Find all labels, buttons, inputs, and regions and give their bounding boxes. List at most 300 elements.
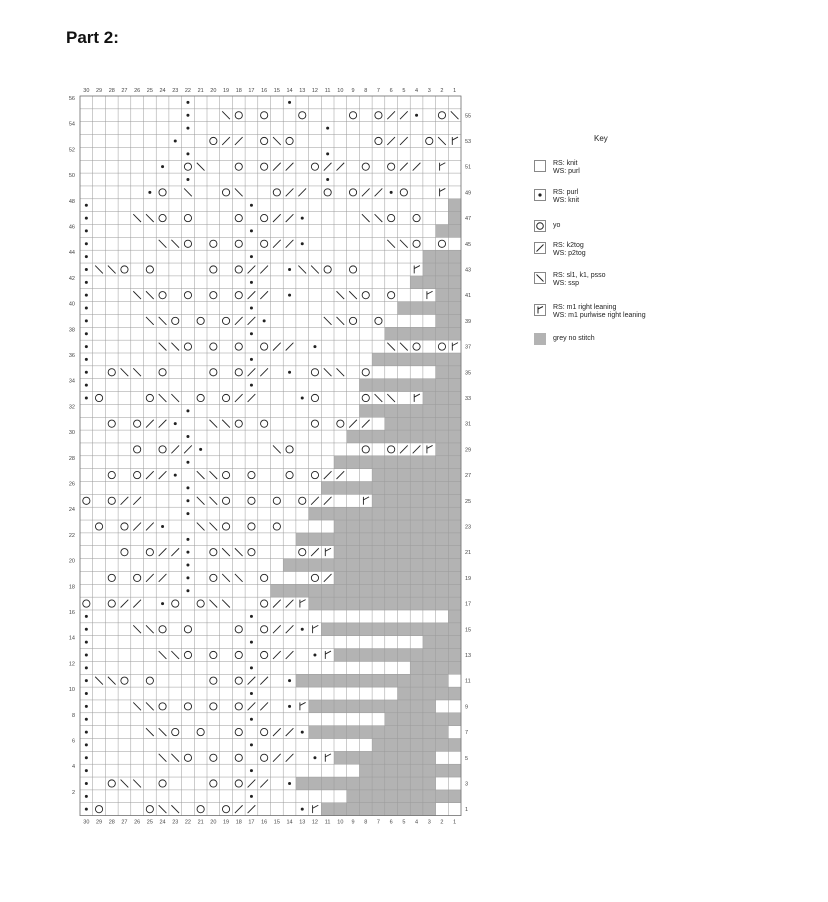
grey-no-stitch-cell [436, 623, 449, 636]
row-number-left: 28 [68, 455, 75, 462]
column-number-top: 19 [222, 88, 230, 94]
row-number-right: 23 [465, 524, 472, 531]
grey-no-stitch-cell [334, 507, 347, 520]
grey-no-stitch-cell [321, 803, 334, 816]
grey-no-stitch-cell [334, 777, 347, 790]
purl-dot [186, 101, 189, 104]
grey-no-stitch-cell [334, 533, 347, 546]
row-number-right: 53 [465, 138, 472, 145]
grey-no-stitch-cell [372, 546, 385, 559]
purl-dot [85, 319, 88, 322]
column-number-bottom: 10 [337, 819, 344, 826]
grey-no-stitch-cell [372, 559, 385, 572]
key-ssk-ws: WS: ssp [553, 280, 580, 287]
grey-no-stitch-cell [410, 353, 423, 366]
grey-no-stitch-cell [398, 469, 411, 482]
row-number-left: 40 [68, 301, 75, 308]
grey-no-stitch-cell [271, 584, 284, 597]
purl-dot [85, 615, 88, 618]
grey-no-stitch-cell [436, 263, 449, 276]
grey-no-stitch-cell [448, 379, 461, 392]
grey-no-stitch-cell [410, 713, 423, 726]
grey-no-stitch-cell [423, 559, 436, 572]
grey-no-stitch-cell [448, 687, 461, 700]
column-number-bottom: 11 [324, 819, 331, 826]
grey-no-stitch-cell [347, 803, 360, 816]
grey-no-stitch-cell [436, 430, 449, 443]
grey-no-stitch-cell [410, 623, 423, 636]
purl-dot [250, 307, 253, 310]
purl-dot [250, 255, 253, 258]
grey-no-stitch-cell [372, 764, 385, 777]
purl-dot [313, 756, 316, 759]
purl-dot [186, 564, 189, 567]
row-number-right: 15 [465, 627, 472, 634]
purl-dot [250, 795, 253, 798]
grey-no-stitch-cell [423, 494, 436, 507]
grey-no-stitch-cell [448, 276, 461, 289]
purl-dot [85, 358, 88, 361]
grey-no-stitch-cell [398, 751, 411, 764]
purl-dot [85, 782, 88, 785]
purl-dot [85, 204, 88, 207]
grey-no-stitch-cell [359, 726, 372, 739]
grey-no-stitch-cell [410, 764, 423, 777]
column-number-top: 8 [364, 88, 368, 94]
grey-no-stitch-cell [436, 571, 449, 584]
row-number-right: 55 [465, 113, 472, 120]
grey-no-stitch-cell [448, 482, 461, 495]
grey-no-stitch-cell [321, 507, 334, 520]
row-number-left: 54 [68, 121, 75, 128]
grey-no-stitch-cell [423, 713, 436, 726]
grey-no-stitch-cell [410, 276, 423, 289]
grey-no-stitch-cell [448, 571, 461, 584]
grey-no-stitch-cell [359, 379, 372, 392]
purl-dot [186, 576, 189, 579]
grey-no-stitch-cell [448, 417, 461, 430]
column-number-bottom: 30 [83, 819, 90, 826]
row-number-left: 26 [68, 481, 75, 488]
grey-no-stitch-cell [359, 571, 372, 584]
grey-no-stitch-cell [423, 250, 436, 263]
grey-no-stitch-cell [359, 507, 372, 520]
grey-no-stitch-cell [436, 584, 449, 597]
grey-no-stitch-cell [436, 739, 449, 752]
grey-no-stitch-cell [448, 661, 461, 674]
grey-no-stitch-cell [296, 584, 309, 597]
column-number-bottom: 28 [108, 819, 115, 826]
purl-dot [85, 653, 88, 656]
purl-dot [288, 679, 291, 682]
row-number-right: 21 [465, 550, 472, 557]
grey-no-stitch-cell [347, 700, 360, 713]
grey-no-stitch-cell [347, 597, 360, 610]
column-number-top: 20 [210, 88, 217, 94]
column-number-bottom: 13 [299, 819, 306, 826]
grey-no-stitch-cell [423, 276, 436, 289]
grey-no-stitch-cell [283, 559, 296, 572]
row-number-left: 14 [68, 635, 75, 642]
row-number-right: 19 [465, 575, 472, 582]
grey-no-stitch-cell [423, 430, 436, 443]
grey-no-stitch-cell [321, 584, 334, 597]
purl-dot [250, 204, 253, 207]
grey-no-stitch-cell [436, 225, 449, 238]
grey-no-stitch-cell [410, 584, 423, 597]
grey-no-stitch-cell [372, 456, 385, 469]
grey-no-stitch-cell [436, 392, 449, 405]
grey-no-stitch-cell [309, 777, 322, 790]
purl-dot [85, 345, 88, 348]
grey-no-stitch-cell [398, 430, 411, 443]
key-title: Key [594, 134, 608, 143]
grey-no-stitch-cell [385, 713, 398, 726]
column-number-top: 22 [184, 88, 192, 94]
grey-no-stitch-cell [309, 584, 322, 597]
column-number-top: 12 [311, 88, 319, 94]
column-number-top: 28 [108, 88, 115, 94]
purl-dot [85, 332, 88, 335]
grey-no-stitch-cell [436, 661, 449, 674]
column-number-top: 23 [172, 88, 179, 94]
grey-no-stitch-cell [423, 584, 436, 597]
grey-no-stitch-cell [385, 674, 398, 687]
grey-no-stitch-cell [372, 404, 385, 417]
grey-no-stitch-cell [347, 790, 360, 803]
row-number-right: 39 [465, 318, 472, 325]
grey-no-stitch-cell [398, 803, 411, 816]
grey-no-stitch-cell [436, 507, 449, 520]
grey-no-stitch-cell [385, 739, 398, 752]
grey-no-stitch-cell [372, 777, 385, 790]
grey-no-stitch-cell [296, 559, 309, 572]
row-number-right: 9 [465, 704, 469, 711]
purl-dot [250, 718, 253, 721]
row-number-left: 34 [68, 378, 75, 385]
grey-no-stitch-cell [448, 404, 461, 417]
grey-no-stitch-cell [436, 417, 449, 430]
grey-no-stitch-cell [398, 597, 411, 610]
purl-dot-icon [534, 189, 546, 201]
grey-no-stitch-cell [410, 507, 423, 520]
grey-no-stitch-cell [448, 289, 461, 302]
grey-no-stitch-cell [423, 623, 436, 636]
grey-no-stitch-cell [436, 559, 449, 572]
grey-no-stitch-cell [347, 482, 360, 495]
grey-no-stitch-cell [410, 661, 423, 674]
purl-dot [326, 152, 329, 155]
grey-no-stitch-cell [372, 353, 385, 366]
grey-no-stitch-cell [423, 803, 436, 816]
grey-no-stitch-cell [372, 379, 385, 392]
grey-no-stitch-cell [423, 353, 436, 366]
column-number-bottom: 22 [184, 819, 192, 826]
grey-no-stitch-cell [423, 751, 436, 764]
grey-no-stitch-cell [321, 700, 334, 713]
column-number-bottom: 18 [235, 819, 242, 826]
grey-no-stitch-cell [398, 327, 411, 340]
grey-no-stitch-cell [385, 327, 398, 340]
grey-no-stitch-cell [398, 649, 411, 662]
grey-no-stitch-cell [372, 482, 385, 495]
purl-dot [186, 512, 189, 515]
grey-no-stitch-cell [321, 726, 334, 739]
grey-no-stitch-cell [410, 674, 423, 687]
purl-dot [85, 396, 88, 399]
grey-no-stitch-cell [334, 751, 347, 764]
grey-no-stitch-cell [385, 726, 398, 739]
grey-no-stitch-cell [423, 392, 436, 405]
purl-dot [415, 114, 418, 117]
grey-no-stitch-cell [334, 584, 347, 597]
grey-no-stitch-cell [385, 597, 398, 610]
grey-no-stitch-cell [423, 674, 436, 687]
purl-dot [85, 371, 88, 374]
grey-no-stitch-cell [334, 674, 347, 687]
grey-no-stitch-cell [410, 417, 423, 430]
grey-no-stitch-cell [448, 584, 461, 597]
ssk-backslash-icon [534, 272, 546, 284]
grey-no-stitch-cell [334, 546, 347, 559]
column-number-top: 29 [95, 88, 103, 94]
grey-no-stitch-cell [359, 751, 372, 764]
column-number-top: 18 [235, 88, 242, 94]
purl-dot [85, 666, 88, 669]
purl-dot [186, 499, 189, 502]
grey-no-stitch-cell [436, 494, 449, 507]
grey-no-stitch-cell [423, 700, 436, 713]
purl-dot [250, 692, 253, 695]
grey-no-stitch-cell [398, 302, 411, 315]
row-number-left: 20 [68, 558, 75, 565]
column-number-bottom: 6 [389, 819, 393, 826]
grey-no-stitch-cell [410, 559, 423, 572]
grey-no-stitch-cell [410, 687, 423, 700]
grey-no-stitch-cell [372, 507, 385, 520]
column-number-top: 13 [299, 88, 306, 94]
grey-no-stitch-cell [372, 751, 385, 764]
column-number-bottom: 12 [311, 819, 319, 826]
purl-dot [250, 615, 253, 618]
purl-dot [85, 255, 88, 258]
purl-dot [301, 396, 304, 399]
grey-no-stitch-cell [423, 533, 436, 546]
grey-no-stitch-cell [423, 507, 436, 520]
grey-no-stitch-cell [359, 559, 372, 572]
grey-no-stitch-cell [436, 636, 449, 649]
column-number-bottom: 1 [453, 819, 457, 826]
grey-no-stitch-cell [385, 803, 398, 816]
purl-dot [250, 641, 253, 644]
row-number-right: 17 [465, 601, 472, 608]
purl-dot [186, 551, 189, 554]
grey-no-stitch-cell [436, 456, 449, 469]
grey-no-stitch-cell [334, 726, 347, 739]
grey-no-stitch-cell [372, 571, 385, 584]
grey-no-stitch-cell [448, 790, 461, 803]
column-number-bottom: 7 [376, 819, 380, 826]
grey-no-stitch-cell [448, 610, 461, 623]
grey-no-stitch-cell [372, 520, 385, 533]
purl-dot [250, 769, 253, 772]
grey-no-stitch-cell [398, 559, 411, 572]
grey-no-stitch-cell [398, 494, 411, 507]
grey-no-stitch-cell [448, 225, 461, 238]
column-number-top: 11 [324, 88, 331, 94]
grey-no-stitch-cell [448, 302, 461, 315]
grey-no-stitch-cell [410, 790, 423, 803]
grey-no-stitch-cell [321, 482, 334, 495]
grey-no-stitch-cell [410, 379, 423, 392]
column-number-top: 9 [351, 88, 355, 94]
grey-no-stitch-cell [448, 494, 461, 507]
grey-no-stitch-cell [448, 456, 461, 469]
purl-dot [85, 679, 88, 682]
grey-no-stitch-cell [436, 327, 449, 340]
purl-dot [250, 743, 253, 746]
grey-no-stitch-cell [423, 739, 436, 752]
row-number-right: 49 [465, 190, 472, 197]
purl-dot [313, 345, 316, 348]
grey-no-stitch-cell [448, 533, 461, 546]
grey-no-stitch-cell [436, 533, 449, 546]
grey-no-stitch-cell [398, 726, 411, 739]
column-number-bottom: 19 [222, 819, 230, 826]
grey-no-stitch-cell [359, 482, 372, 495]
column-number-top: 14 [286, 88, 293, 94]
purl-dot [250, 358, 253, 361]
purl-dot [186, 461, 189, 464]
purl-dot [85, 268, 88, 271]
grey-no-stitch-cell [423, 417, 436, 430]
grey-no-stitch-cell [321, 533, 334, 546]
grey-no-stitch-cell [423, 649, 436, 662]
grey-no-stitch-cell [372, 469, 385, 482]
column-number-bottom: 5 [402, 819, 406, 826]
grey-no-stitch-cell [359, 649, 372, 662]
grey-no-stitch-cell [309, 533, 322, 546]
purl-dot [186, 409, 189, 412]
purl-dot [326, 178, 329, 181]
row-number-left: 2 [71, 789, 75, 796]
grey-no-stitch-cell [359, 764, 372, 777]
grey-no-stitch-cell [334, 482, 347, 495]
grey-no-stitch-cell [359, 430, 372, 443]
grey-no-stitch-cell [410, 751, 423, 764]
grey-no-stitch-cell [321, 674, 334, 687]
key-grey-label: grey no stitch [553, 335, 595, 342]
purl-dot [186, 178, 189, 181]
grey-no-stitch-cell [423, 571, 436, 584]
grey-no-stitch-cell [398, 507, 411, 520]
grey-no-stitch-cell [410, 404, 423, 417]
grey-no-stitch-cell [385, 546, 398, 559]
row-number-left: 44 [68, 250, 75, 257]
purl-dot [85, 808, 88, 811]
purl-dot [161, 165, 164, 168]
grey-no-stitch-cell [347, 726, 360, 739]
grey-no-stitch-cell [309, 597, 322, 610]
grey-no-stitch-cell [385, 417, 398, 430]
grey-no-stitch-cell [385, 379, 398, 392]
grey-no-stitch-cell [448, 713, 461, 726]
grey-no-stitch-cell [448, 764, 461, 777]
purl-dot [85, 743, 88, 746]
column-number-bottom: 8 [364, 819, 368, 826]
page-heading: Part 2: [66, 28, 119, 47]
grey-no-stitch-cell [410, 302, 423, 315]
column-number-top: 15 [273, 88, 280, 94]
row-number-right: 13 [465, 652, 472, 659]
purl-dot [186, 152, 189, 155]
row-number-right: 33 [465, 395, 472, 402]
grey-no-stitch-cell [423, 597, 436, 610]
row-number-right: 7 [465, 730, 469, 737]
grey-no-stitch-cell [410, 726, 423, 739]
row-number-left: 8 [71, 712, 75, 719]
grey-no-stitch-cell [385, 777, 398, 790]
row-number-left: 36 [68, 353, 75, 359]
grey-no-stitch-cell [423, 661, 436, 674]
grey-no-stitch-cell [309, 559, 322, 572]
grey-no-stitch-cell [398, 379, 411, 392]
grey-no-stitch-cell [410, 546, 423, 559]
grey-no-stitch-cell [423, 379, 436, 392]
grey-no-stitch-cell [398, 482, 411, 495]
grey-no-stitch-cell [347, 584, 360, 597]
purl-dot [288, 371, 291, 374]
grey-no-stitch-cell [436, 687, 449, 700]
grey-no-stitch-cell [436, 674, 449, 687]
purl-dot [85, 628, 88, 631]
row-number-right: 35 [465, 370, 472, 377]
grey-no-stitch-cell [372, 430, 385, 443]
grey-no-stitch-cell [436, 250, 449, 263]
grey-no-stitch-cell [398, 584, 411, 597]
grey-no-stitch-cell [347, 571, 360, 584]
column-number-bottom: 17 [248, 819, 255, 826]
grey-no-stitch-cell [410, 456, 423, 469]
grey-no-stitch-cell [385, 559, 398, 572]
purl-dot [85, 294, 88, 297]
grey-no-stitch-cell [448, 212, 461, 225]
purl-dot [301, 242, 304, 245]
purl-dot [186, 435, 189, 438]
grey-no-stitch-cell [423, 546, 436, 559]
purl-dot [250, 384, 253, 387]
grey-no-stitch-cell [321, 559, 334, 572]
column-number-bottom: 15 [273, 819, 280, 826]
grey-no-stitch-cell [448, 250, 461, 263]
grey-no-stitch-cell [448, 314, 461, 327]
grey-no-stitch-cell [423, 482, 436, 495]
purl-dot [161, 525, 164, 528]
grey-no-stitch-cell [423, 726, 436, 739]
grey-no-stitch-cell [385, 404, 398, 417]
grey-no-stitch-cell [398, 353, 411, 366]
grey-no-stitch-cell [436, 289, 449, 302]
grey-no-stitch-cell [423, 777, 436, 790]
grey-no-stitch-cell [410, 482, 423, 495]
grey-no-stitch-cell [436, 482, 449, 495]
grey-no-stitch-cell [334, 700, 347, 713]
grey-no-stitch-cell [334, 597, 347, 610]
column-number-bottom: 25 [146, 819, 153, 826]
grey-no-stitch-cell [398, 546, 411, 559]
key-knit-rs: RS: knit [553, 160, 578, 167]
key-purl-rs: RS: purl [553, 189, 579, 196]
